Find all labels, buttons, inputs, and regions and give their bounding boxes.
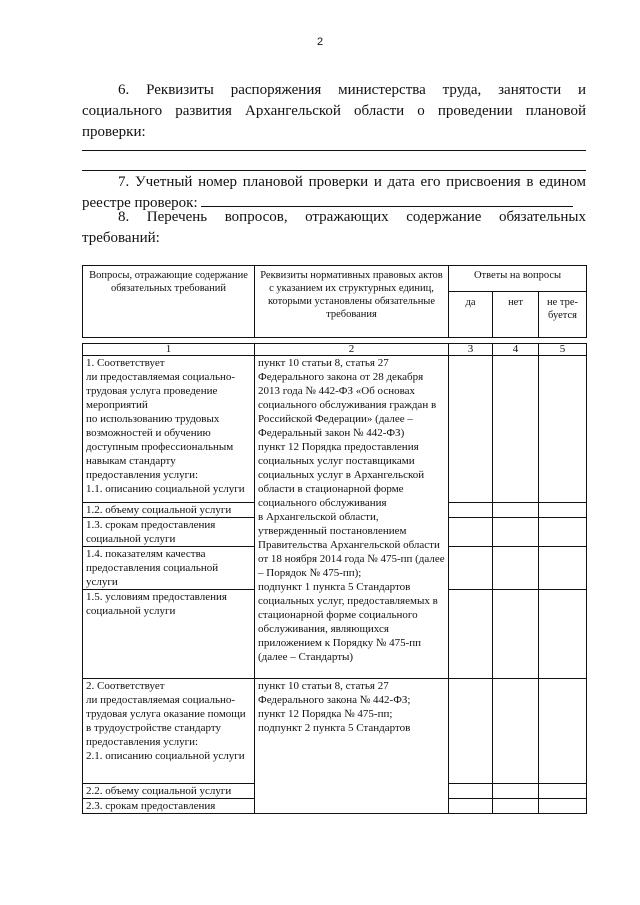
answer-na-1-3[interactable] xyxy=(539,518,587,547)
header-yes: да xyxy=(449,292,493,338)
question-2-2: 2.2. объему социальной услуги xyxy=(83,784,255,799)
header-questions: Вопросы, отражающие содержание обязательных требований xyxy=(83,266,255,338)
question-2-3: 2.3. срокам предоставления xyxy=(83,799,255,814)
blank-line-2 xyxy=(82,170,586,171)
legal-basis-1: пункт 10 статьи 8, статья 27 Федерального закона от 28 декабря 2013 года № 442-ФЗ «Об основах социального обслуживания граждан в Российской Федерации» (далее – Федеральный закон № 442-ФЗ) пункт 12 Порядка предоставления социальных услуг поставщиками социальных услуг в Архангельской области в стационарной форме социального обслуживания в Архангельской области, утвержденный постановлением Правительства Архангельской области от 18 ноября 2014 года № 475-пп (далее – Порядок № 475-пп); подпункт 1 пункта 5 Стандартов социальных услуг, предоставляемых в стационарной форме социального обслуживания, являющихся приложением к Порядку № 475-пп (далее – Стандарты) xyxy=(255,356,449,679)
answer-na-2-3[interactable] xyxy=(539,799,587,814)
answer-no-2-2[interactable] xyxy=(493,784,539,799)
legal-basis-2: пункт 10 статьи 8, статья 27 Федерального закона № 442-ФЗ; пункт 12 Порядка № 475-пп; подпункт 2 пункта 5 Стандартов xyxy=(255,679,449,814)
header-answers: Ответы на вопросы xyxy=(449,266,587,292)
answer-no-1-3[interactable] xyxy=(493,518,539,547)
answer-no-1-2[interactable] xyxy=(493,503,539,518)
question-2-1: 2. Соответствует ли предоставляемая социально-трудовая услуга оказание помощи в трудоустройстве стандарту предоставления услуги: 2.1. описанию социальной услуги xyxy=(83,679,255,784)
page-number: 2 xyxy=(316,36,324,48)
question-1-1: 1. Соответствует ли предоставляемая социально-трудовая услуга проведение мероприятий по использованию трудовых возможностей и обучению доступным профессиональным навыкам стандарту предоставления услуги: 1.1. описанию социальной услуги xyxy=(83,356,255,503)
answer-no-1-5[interactable] xyxy=(493,590,539,679)
answer-no-1-4[interactable] xyxy=(493,547,539,590)
answer-yes-1-5[interactable] xyxy=(449,590,493,679)
col-number-3: 3 xyxy=(449,344,493,356)
answer-yes-2-3[interactable] xyxy=(449,799,493,814)
col-number-4: 4 xyxy=(493,344,539,356)
header-not-required: не тре- буется xyxy=(539,292,587,338)
answer-yes-1-4[interactable] xyxy=(449,547,493,590)
header-legal-acts: Реквизиты нормативных правовых актов с указанием их структурных единиц, которыми установлены обязательные требования xyxy=(255,266,449,338)
paragraph-7-text: 7. Учетный номер плановой проверки и дата его присвоения в едином реестре проверок: xyxy=(82,174,586,211)
answer-no-2-3[interactable] xyxy=(493,799,539,814)
question-1-5: 1.5. условиям предоставления социальной услуги xyxy=(83,590,255,679)
header-no: нет xyxy=(493,292,539,338)
col-number-1: 1 xyxy=(83,344,255,356)
answer-na-2-2[interactable] xyxy=(539,784,587,799)
question-1-4: 1.4. показателям качества предоставления социальной услуги xyxy=(83,547,255,590)
question-1-3: 1.3. срокам предоставления социальной услуги xyxy=(83,518,255,547)
answer-yes-1-2[interactable] xyxy=(449,503,493,518)
answer-yes-2-1[interactable] xyxy=(449,679,493,784)
paragraph-8: 8. Перечень вопросов, отражающих содержание обязательных требований: xyxy=(82,209,586,246)
answer-na-2-1[interactable] xyxy=(539,679,587,784)
registry-number-blank xyxy=(201,193,573,207)
col-number-5: 5 xyxy=(539,344,587,356)
col-number-2: 2 xyxy=(255,344,449,356)
answer-na-1-2[interactable] xyxy=(539,503,587,518)
answer-yes-1-3[interactable] xyxy=(449,518,493,547)
answer-yes-1-1[interactable] xyxy=(449,356,493,503)
question-1-2: 1.2. объему социальной услуги xyxy=(83,503,255,518)
answer-no-2-1[interactable] xyxy=(493,679,539,784)
answer-na-1-4[interactable] xyxy=(539,547,587,590)
answer-yes-2-2[interactable] xyxy=(449,784,493,799)
answer-na-1-5[interactable] xyxy=(539,590,587,679)
requirements-table xyxy=(82,265,587,814)
answer-no-1-1[interactable] xyxy=(493,356,539,503)
answer-na-1-1[interactable] xyxy=(539,356,587,503)
paragraph-6: 6. Реквизиты распоряжения министерства труда, занятости и социального развития Архангельской области о проведении плановой проверки: xyxy=(82,82,586,140)
blank-line-1 xyxy=(82,150,586,151)
